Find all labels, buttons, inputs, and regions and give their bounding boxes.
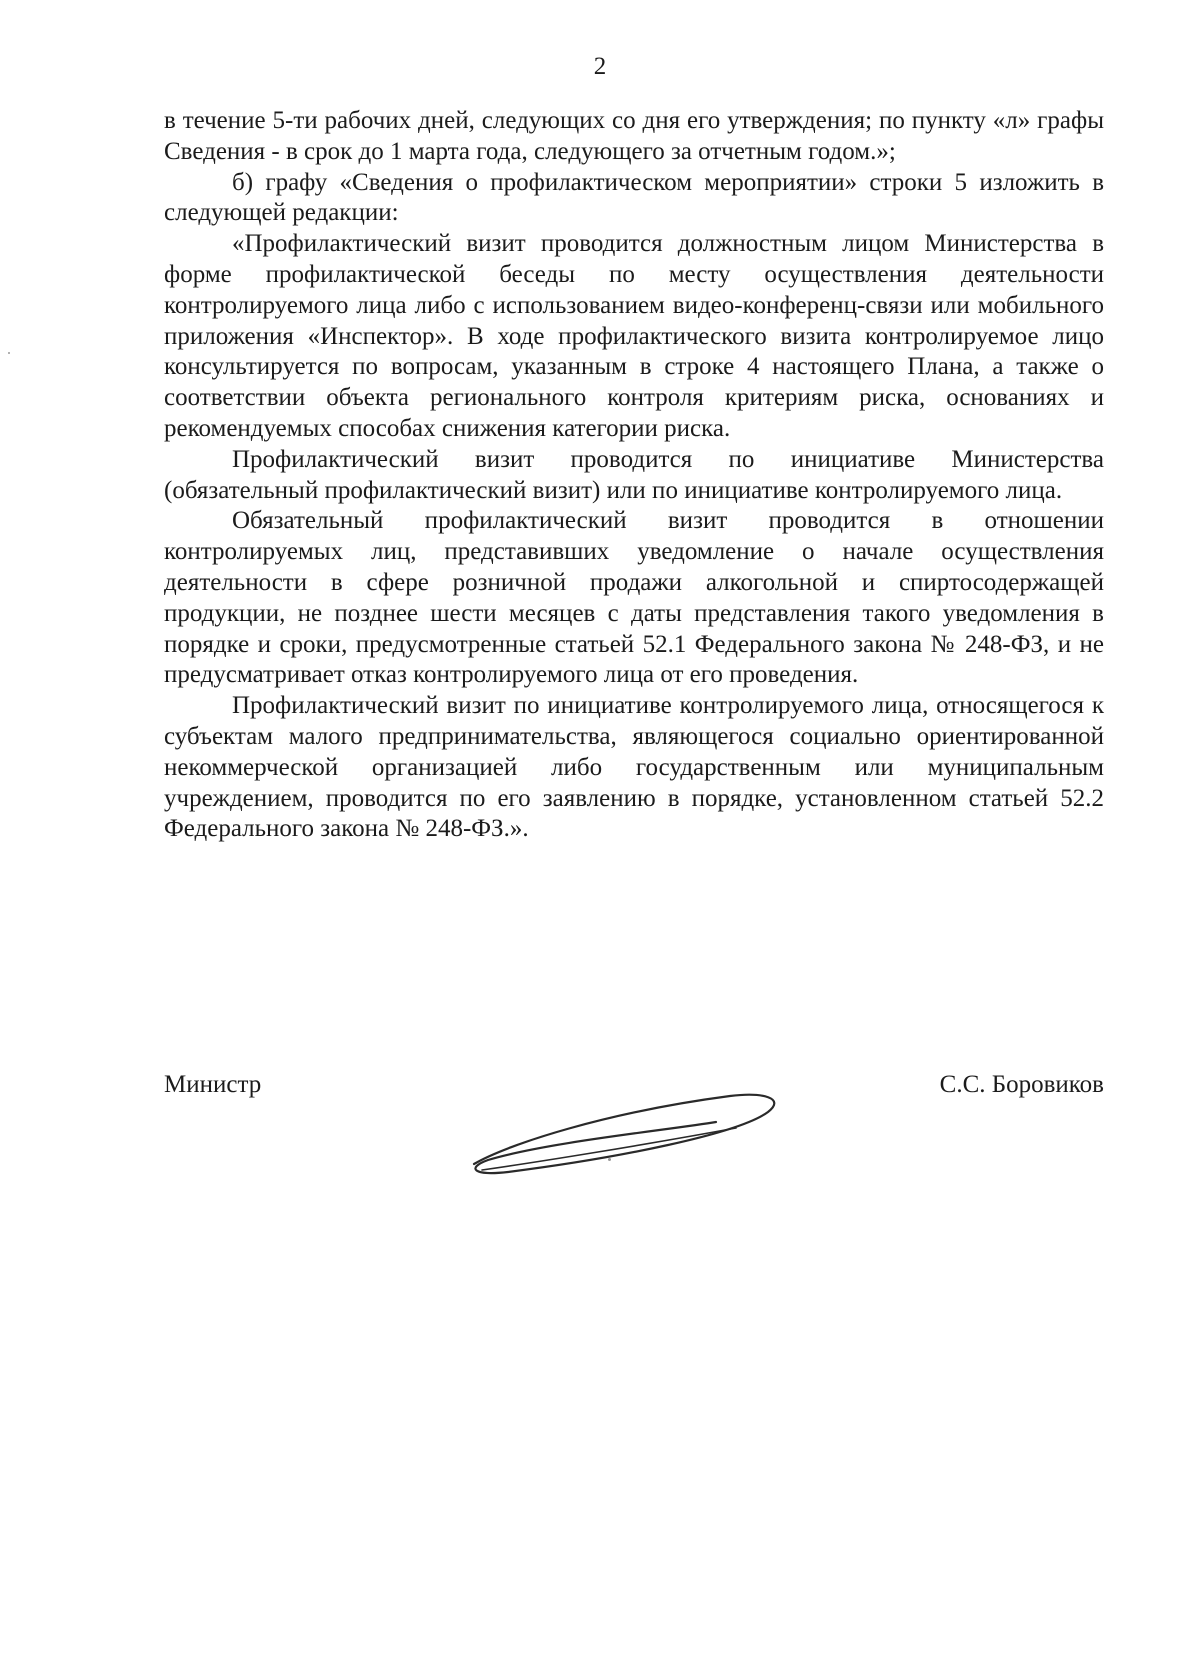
paragraph-preventive-visit: «Профилактический визит проводится должностным лицом Министерства в форме профилактической беседы по месту осуществления деятельности контролируемого лица либо с использованием видео-конференц-связи или мобильного приложения «Инспектор». В ходе профилактического визита контролируемое лицо консультируется по вопросам, указанным в строке 4 настоящего Плана, а также о соответствии объекта регионального контроля критериям риска, основаниях и рекомендуемых способах снижения категории риска. xyxy=(164,230,1104,442)
signer-position: Министр xyxy=(164,1071,262,1098)
paragraph-amendment-b: б) графу «Сведения о профилактическом мероприятии» строки 5 изложить в следующей редакции: xyxy=(164,168,1104,227)
page-number: 2 xyxy=(593,53,607,80)
paragraph-mandatory-visit: Обязательный профилактический визит проводится в отношении контролируемых лиц, представивших уведомление о начале осуществления деятельности в сфере розничной продажи алкогольной и спиртосодержащей продукции, не позднее шести месяцев с даты представления такого уведомления в порядке и сроки, предусмотренные статьей 52.1 Федерального закона № 248-ФЗ, и не предусматривает отказ контролируемого лица от его проведения. xyxy=(164,507,1104,689)
paragraph-visit-on-request: Профилактический визит по инициативе контролируемого лица, относящегося к субъектам малого предпринимательства, являющегося социально ориентированной некоммерческой организацией либо государственным или муниципальным учреждением, проводится по его заявлению в порядке, установленном статьей 52.2 Федерального закона № 248-ФЗ.». xyxy=(164,692,1104,843)
handwritten-signature xyxy=(468,1082,788,1182)
document-body xyxy=(164,106,1104,845)
signer-name: С.С. Боровиков xyxy=(939,1071,1104,1098)
paragraph-visit-initiative: Профилактический визит проводится по инициативе Министерства (обязательный профилактический визит) или по инициативе контролируемого лица. xyxy=(164,445,1104,504)
paragraph-continuation: в течение 5-ти рабочих дней, следующих со дня его утверждения; по пункту «л» графы Сведения - в срок до 1 марта года, следующего за отчетным годом.»; xyxy=(164,107,1104,165)
scan-speck xyxy=(8,352,10,354)
scan-speck xyxy=(608,1158,611,1161)
